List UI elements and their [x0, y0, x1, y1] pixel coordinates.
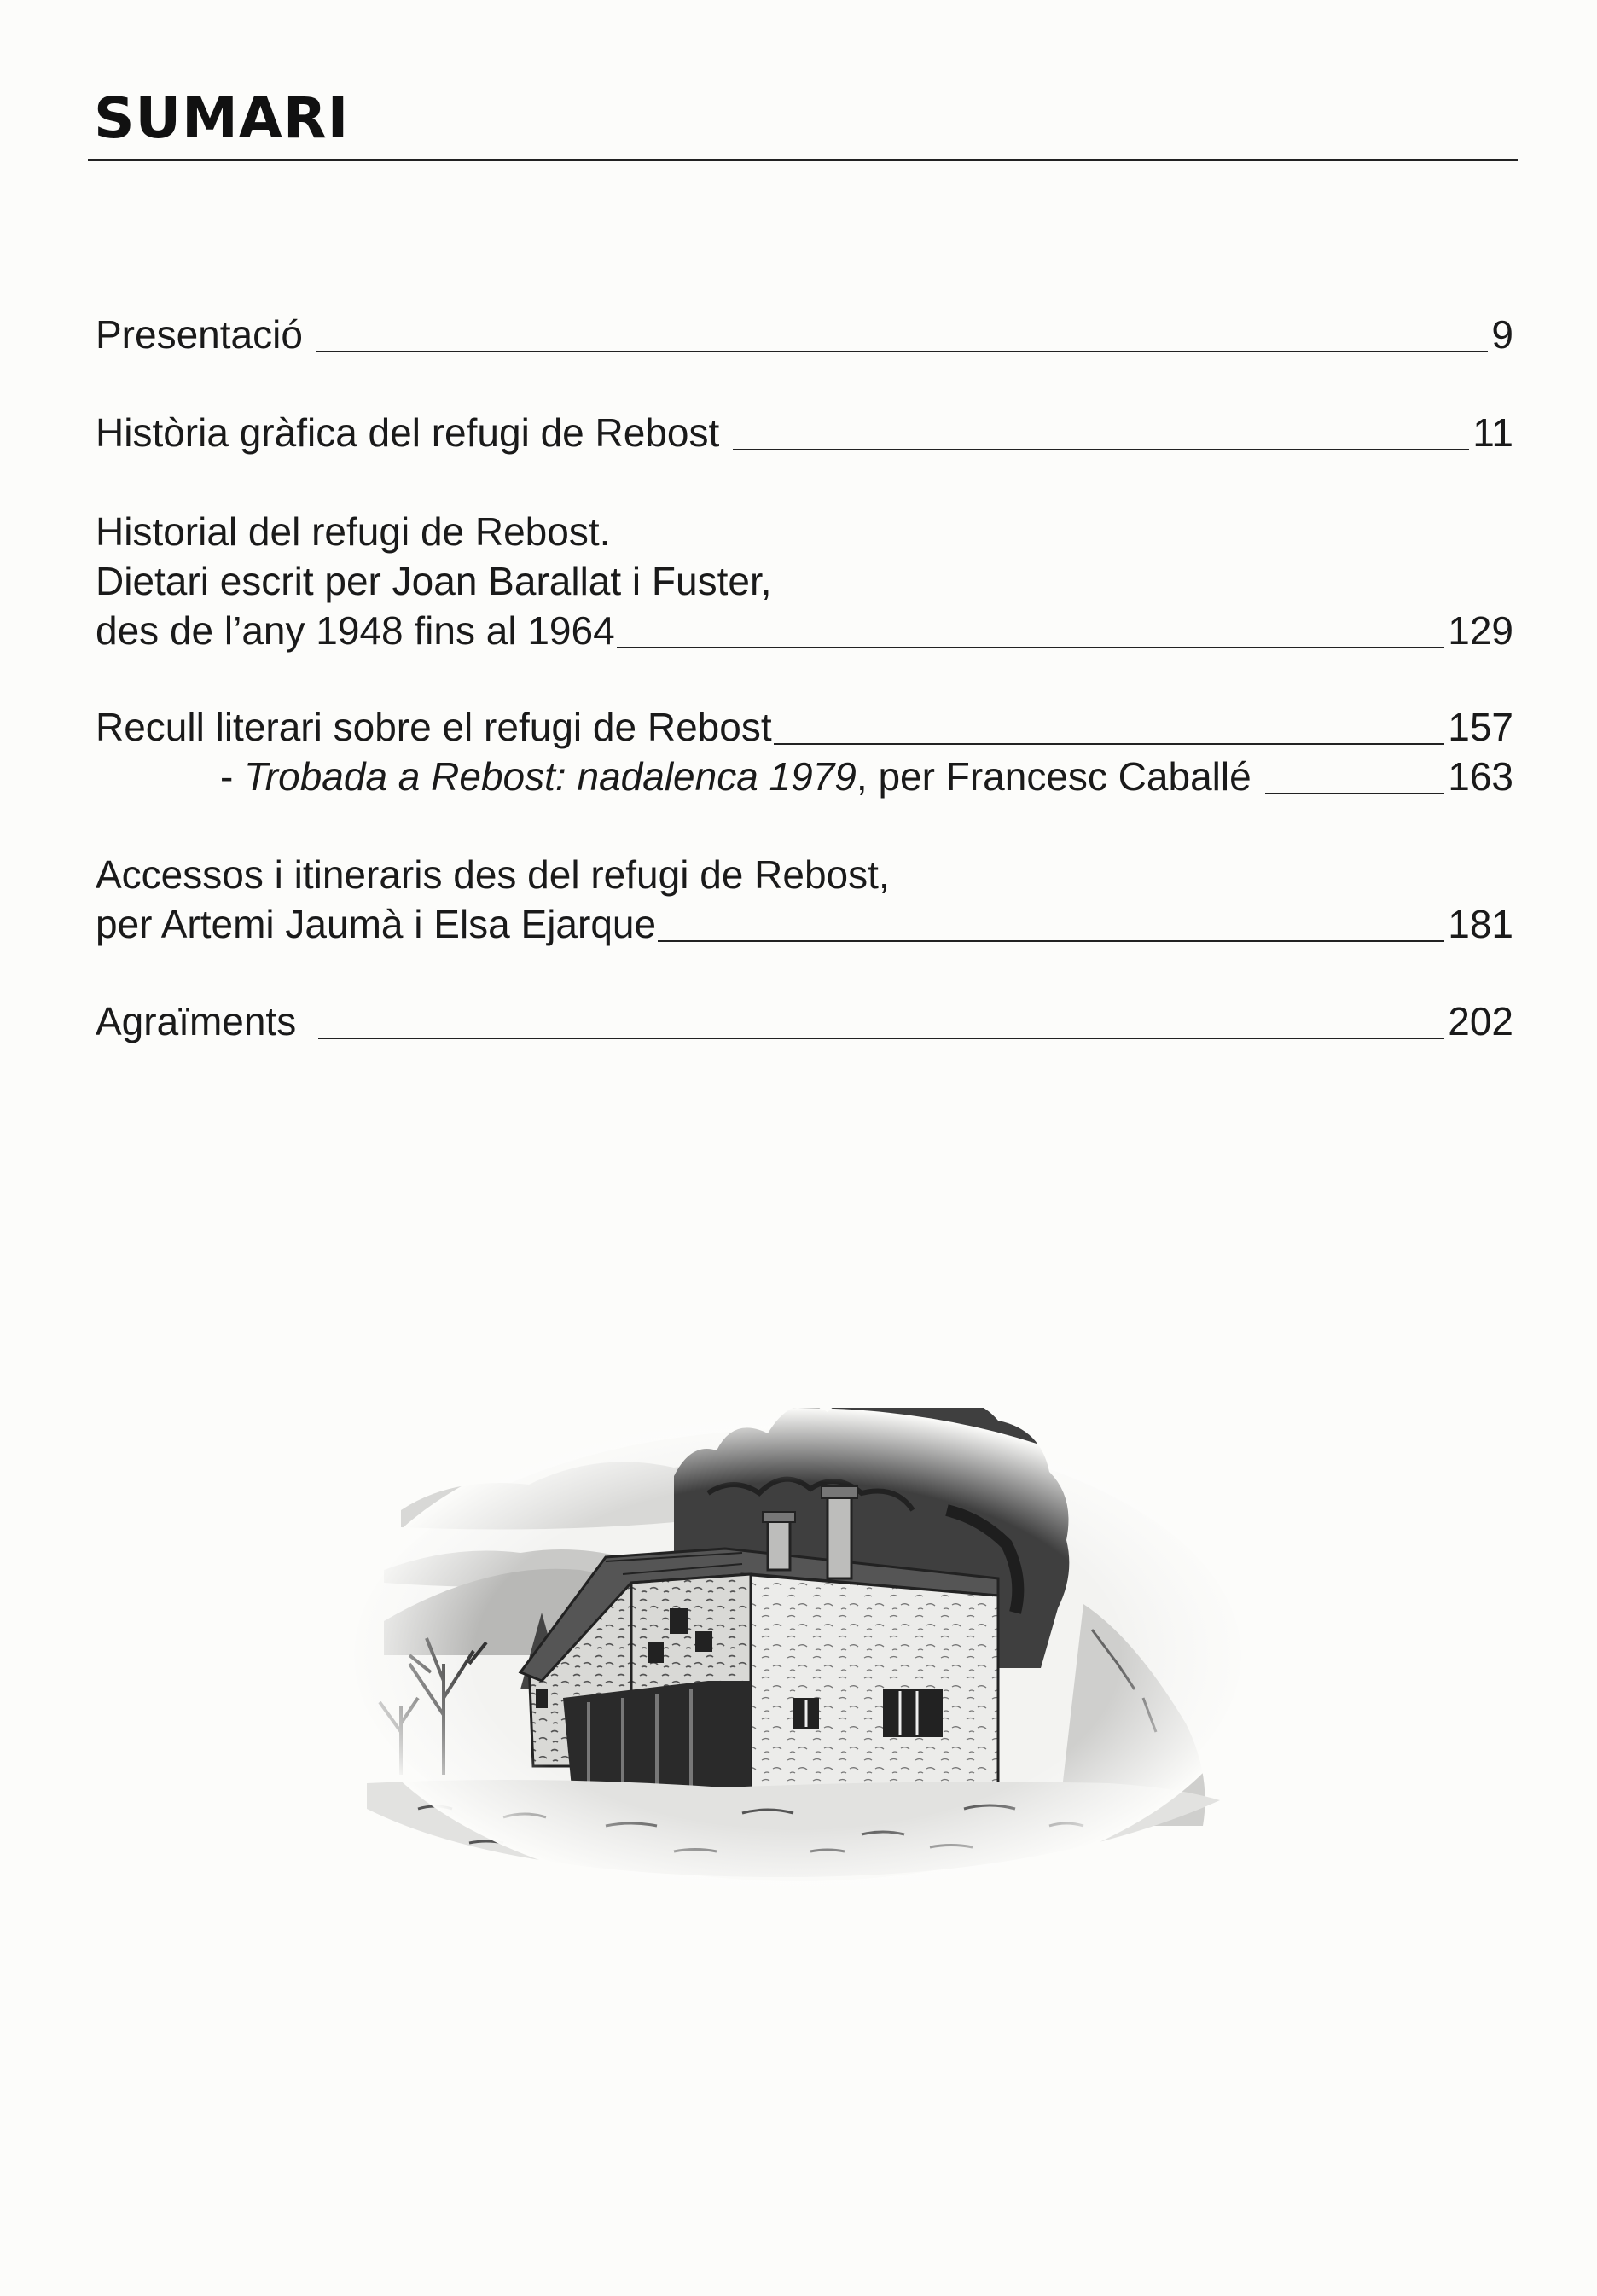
toc-entry-label: Recull literari sobre el refugi de Rebost — [96, 705, 772, 749]
toc-subentry-title: Trobada a Rebost: nadalenca 1979 — [244, 754, 857, 799]
refuge-house-drawing — [350, 1408, 1246, 1886]
toc-subentry-prefix: - — [220, 754, 245, 799]
title-rule — [88, 159, 1518, 161]
toc-entry-label: Història gràfica del refugi de Rebost — [96, 410, 720, 455]
toc-page-number: 163 — [1448, 754, 1513, 799]
toc-page-number: 157 — [1448, 705, 1513, 749]
toc-entry-historial — [96, 507, 1513, 655]
toc-entry-label: Agraïments — [96, 999, 297, 1043]
leader-line — [774, 743, 1445, 745]
toc-entry-label: Dietari escrit per Joan Barallat i Fuster, — [96, 559, 772, 603]
toc-page-number: 202 — [1448, 999, 1513, 1043]
toc-entry-label: per Artemi Jaumà i Elsa Ejarque — [96, 902, 657, 946]
toc-page-number: 129 — [1448, 608, 1513, 653]
toc-entry-presentacio — [96, 310, 1513, 359]
toc-entry-label: Accessos i itineraris des del refugi de Rebost, — [96, 852, 890, 897]
leader-line — [733, 449, 1469, 450]
leader-line — [1265, 793, 1445, 794]
leader-line — [318, 1038, 1444, 1039]
toc-entry-label: des de l’any 1948 fins al 1964 — [96, 608, 615, 653]
toc-page-number: 9 — [1491, 312, 1513, 357]
toc-page-number: 11 — [1472, 410, 1513, 455]
toc-page-number: 181 — [1448, 902, 1513, 946]
toc-entry-historia — [96, 408, 1513, 457]
toc-subentry-author: , per Francesc Caballé — [856, 754, 1251, 799]
toc-entry-recull — [96, 702, 1513, 801]
page-title: SUMARI — [94, 85, 350, 151]
toc-entry-label: Presentació — [96, 312, 303, 357]
leader-line — [617, 647, 1445, 648]
toc-entry-label: Historial del refugi de Rebost. — [96, 509, 611, 554]
toc-entry-accessos — [96, 850, 1513, 949]
toc-subentry-trobada — [96, 752, 1513, 801]
leader-line — [658, 940, 1444, 942]
toc-entry-agraiments — [96, 997, 1513, 1046]
leader-line — [316, 351, 1488, 352]
